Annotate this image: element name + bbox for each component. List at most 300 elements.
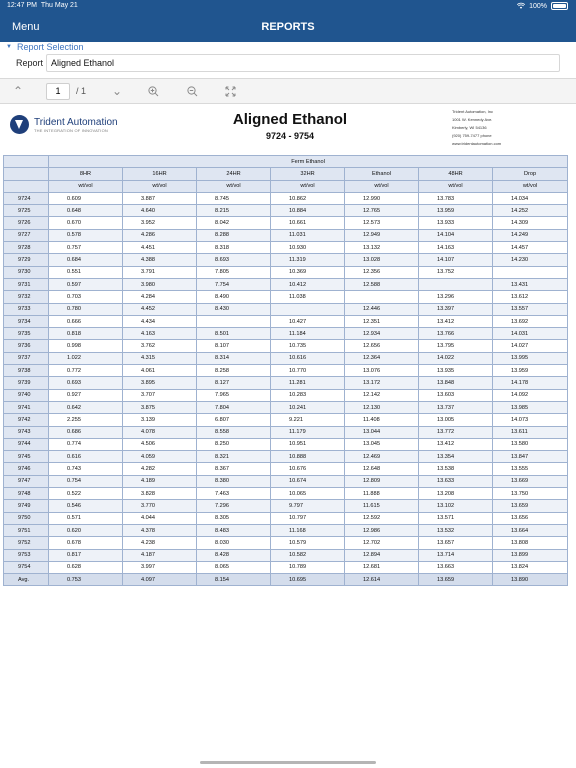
column-unit: wt/vol <box>493 180 568 192</box>
value-cell: 7.805 <box>197 266 271 278</box>
value-cell: 14.163 <box>419 242 493 254</box>
value-cell: 3.139 <box>123 414 197 426</box>
table-row <box>4 377 568 389</box>
value-cell: 13.656 <box>493 512 568 524</box>
value-cell: 8.314 <box>197 352 271 364</box>
value-cell: 3.707 <box>123 389 197 401</box>
value-cell: 13.538 <box>419 463 493 475</box>
report-document <box>0 105 576 705</box>
value-cell: 11.031 <box>271 229 345 241</box>
value-cell: 12.656 <box>345 340 419 352</box>
value-cell: 12.648 <box>345 463 419 475</box>
table-row <box>4 488 568 500</box>
value-cell: 0.772 <box>49 365 123 377</box>
value-cell: 13.431 <box>493 278 568 290</box>
value-cell: 0.927 <box>49 389 123 401</box>
value-cell: 3.762 <box>123 340 197 352</box>
value-cell: 0.757 <box>49 242 123 254</box>
value-cell: 0.642 <box>49 401 123 413</box>
row-id-cell: 9727 <box>4 229 49 241</box>
value-cell <box>197 315 271 327</box>
value-cell: 4.315 <box>123 352 197 364</box>
home-indicator[interactable] <box>200 761 376 764</box>
page-count: / 1 <box>76 86 87 96</box>
row-id-cell: 9751 <box>4 524 49 536</box>
value-cell: 3.980 <box>123 278 197 290</box>
value-cell: 12.573 <box>345 217 419 229</box>
value-cell: 13.532 <box>419 524 493 536</box>
column-unit: wt/vol <box>271 180 345 192</box>
value-cell: 12.130 <box>345 401 419 413</box>
value-cell: 4.378 <box>123 524 197 536</box>
column-unit: wt/vol <box>49 180 123 192</box>
value-cell: 3.952 <box>123 217 197 229</box>
table-row <box>4 205 568 217</box>
value-cell: 13.772 <box>419 426 493 438</box>
value-cell: 14.230 <box>493 254 568 266</box>
column-header: Ethanol <box>345 168 419 180</box>
value-cell: 12.364 <box>345 352 419 364</box>
row-id-cell: 9730 <box>4 266 49 278</box>
value-cell: 8.483 <box>197 524 271 536</box>
unit-row <box>4 180 568 192</box>
value-cell: 13.752 <box>419 266 493 278</box>
value-cell: 2.255 <box>49 414 123 426</box>
value-cell: 3.875 <box>123 401 197 413</box>
value-cell: 10.789 <box>271 561 345 573</box>
row-id-cell: 9731 <box>4 278 49 290</box>
value-cell <box>493 266 568 278</box>
value-cell: 4.187 <box>123 549 197 561</box>
address-line: Trident Automation, Inc <box>452 109 493 114</box>
value-cell: 13.935 <box>419 365 493 377</box>
value-cell: 10.735 <box>271 340 345 352</box>
zoom-out-icon[interactable] <box>187 86 198 97</box>
value-cell: 7.296 <box>197 500 271 512</box>
value-cell: 10.616 <box>271 352 345 364</box>
value-cell: 13.847 <box>493 451 568 463</box>
value-cell: 8.127 <box>197 377 271 389</box>
column-header: 32HR <box>271 168 345 180</box>
value-cell: 4.451 <box>123 242 197 254</box>
row-id-cell: 9726 <box>4 217 49 229</box>
page-title: REPORTS <box>261 21 315 33</box>
value-cell: 10.951 <box>271 438 345 450</box>
value-cell: 8.380 <box>197 475 271 487</box>
value-cell <box>419 278 493 290</box>
row-id-cell: 9732 <box>4 291 49 303</box>
row-id-cell: 9728 <box>4 242 49 254</box>
ethanol-table <box>3 155 568 586</box>
value-cell: 14.027 <box>493 340 568 352</box>
value-cell: 4.097 <box>123 574 197 586</box>
group-header-row <box>4 156 568 168</box>
battery-icon <box>551 2 568 10</box>
value-cell: 4.238 <box>123 537 197 549</box>
value-cell: 8.693 <box>197 254 271 266</box>
company-brand <box>10 115 118 134</box>
value-cell: 4.044 <box>123 512 197 524</box>
value-cell: 9.221 <box>271 414 345 426</box>
value-cell: 0.551 <box>49 266 123 278</box>
table-row <box>4 278 568 290</box>
value-cell: 14.104 <box>419 229 493 241</box>
table-row <box>4 475 568 487</box>
value-cell: 12.809 <box>345 475 419 487</box>
value-cell: 14.249 <box>493 229 568 241</box>
table-row <box>4 426 568 438</box>
value-cell: 14.092 <box>493 389 568 401</box>
row-id-cell: 9733 <box>4 303 49 315</box>
column-header: Drop <box>493 168 568 180</box>
table-row <box>4 328 568 340</box>
row-id-cell: 9736 <box>4 340 49 352</box>
value-cell: 11.408 <box>345 414 419 426</box>
value-cell: 12.765 <box>345 205 419 217</box>
value-cell: 13.750 <box>493 488 568 500</box>
value-cell: 6.807 <box>197 414 271 426</box>
value-cell: 0.684 <box>49 254 123 266</box>
value-cell: 11.179 <box>271 426 345 438</box>
value-cell: 0.693 <box>49 377 123 389</box>
value-cell: 8.258 <box>197 365 271 377</box>
value-cell: 10.888 <box>271 451 345 463</box>
row-id-cell: 9738 <box>4 365 49 377</box>
value-cell: 4.452 <box>123 303 197 315</box>
chevron-up-icon[interactable]: ⌃ <box>13 84 24 98</box>
page-number-field[interactable]: 1 <box>46 83 70 100</box>
value-cell: 13.603 <box>419 389 493 401</box>
value-cell: 13.580 <box>493 438 568 450</box>
table-row <box>4 365 568 377</box>
table-row <box>4 438 568 450</box>
fit-to-page-icon[interactable] <box>225 86 236 97</box>
value-cell: 13.633 <box>419 475 493 487</box>
table-row <box>4 229 568 241</box>
table-row <box>4 242 568 254</box>
row-id-cell: 9749 <box>4 500 49 512</box>
company-name: Trident Automation <box>34 116 118 128</box>
navigation-bar <box>0 0 576 42</box>
value-cell: 13.557 <box>493 303 568 315</box>
value-cell <box>345 291 419 303</box>
value-cell: 3.791 <box>123 266 197 278</box>
row-id-cell: 9753 <box>4 549 49 561</box>
status-date: Thu May 21 <box>40 2 78 9</box>
value-cell: 13.783 <box>419 192 493 204</box>
value-cell: 8.490 <box>197 291 271 303</box>
value-cell: 7.463 <box>197 488 271 500</box>
table-row <box>4 352 568 364</box>
table-row <box>4 217 568 229</box>
value-cell: 10.412 <box>271 278 345 290</box>
value-cell: 4.388 <box>123 254 197 266</box>
row-id-cell: 9741 <box>4 401 49 413</box>
value-cell: 0.648 <box>49 205 123 217</box>
value-cell: 10.579 <box>271 537 345 549</box>
value-cell: 10.065 <box>271 488 345 500</box>
value-cell: 13.076 <box>345 365 419 377</box>
value-cell: 14.252 <box>493 205 568 217</box>
column-unit: wt/vol <box>123 180 197 192</box>
value-cell: 7.804 <box>197 401 271 413</box>
corner-cell <box>4 180 49 192</box>
row-id-cell: 9744 <box>4 438 49 450</box>
value-cell: 12.949 <box>345 229 419 241</box>
value-cell: 10.770 <box>271 365 345 377</box>
value-cell: 13.044 <box>345 426 419 438</box>
value-cell: 10.661 <box>271 217 345 229</box>
value-cell: 11.615 <box>345 500 419 512</box>
value-cell: 10.283 <box>271 389 345 401</box>
value-cell: 13.714 <box>419 549 493 561</box>
average-row <box>4 574 568 586</box>
value-cell: 13.795 <box>419 340 493 352</box>
value-cell: 7.965 <box>197 389 271 401</box>
value-cell: 13.995 <box>493 352 568 364</box>
zoom-in-icon[interactable] <box>148 86 159 97</box>
value-cell: 12.469 <box>345 451 419 463</box>
value-cell: 13.890 <box>493 574 568 586</box>
status-right <box>517 2 568 10</box>
row-id-cell: 9740 <box>4 389 49 401</box>
value-cell: 8.318 <box>197 242 271 254</box>
value-cell: 13.848 <box>419 377 493 389</box>
report-field[interactable]: Aligned Ethanol <box>46 54 560 72</box>
value-cell: 13.933 <box>419 217 493 229</box>
corner-cell <box>4 168 49 180</box>
table-row <box>4 463 568 475</box>
value-cell: 13.571 <box>419 512 493 524</box>
menu-button[interactable]: Menu <box>12 21 40 33</box>
value-cell: 4.284 <box>123 291 197 303</box>
value-cell: 8.321 <box>197 451 271 463</box>
table-row <box>4 414 568 426</box>
value-cell: 13.664 <box>493 524 568 536</box>
value-cell: 14.073 <box>493 414 568 426</box>
row-id-cell: 9752 <box>4 537 49 549</box>
value-cell: 0.780 <box>49 303 123 315</box>
value-cell: 0.546 <box>49 500 123 512</box>
value-cell: 8.154 <box>197 574 271 586</box>
value-cell: 11.168 <box>271 524 345 536</box>
value-cell: 13.412 <box>419 438 493 450</box>
value-cell: 10.427 <box>271 315 345 327</box>
row-id-cell: 9737 <box>4 352 49 364</box>
address-line: Kimberly, WI 54136 <box>452 125 487 130</box>
value-cell: 10.884 <box>271 205 345 217</box>
value-cell: 8.107 <box>197 340 271 352</box>
report-selection-panel <box>0 42 576 76</box>
value-cell: 11.038 <box>271 291 345 303</box>
value-cell: 0.666 <box>49 315 123 327</box>
table-row <box>4 192 568 204</box>
value-cell: 10.930 <box>271 242 345 254</box>
value-cell: 8.250 <box>197 438 271 450</box>
table-body <box>4 192 568 586</box>
value-cell: 13.102 <box>419 500 493 512</box>
row-id-cell: 9754 <box>4 561 49 573</box>
table-row <box>4 340 568 352</box>
value-cell: 13.824 <box>493 561 568 573</box>
value-cell: 8.428 <box>197 549 271 561</box>
value-cell: 10.241 <box>271 401 345 413</box>
value-cell: 0.620 <box>49 524 123 536</box>
value-cell: 8.030 <box>197 537 271 549</box>
value-cell: 4.640 <box>123 205 197 217</box>
status-time-date <box>7 2 78 9</box>
value-cell: 13.766 <box>419 328 493 340</box>
value-cell: 4.078 <box>123 426 197 438</box>
row-id-cell: 9750 <box>4 512 49 524</box>
value-cell: 12.356 <box>345 266 419 278</box>
value-cell: 13.959 <box>419 205 493 217</box>
value-cell: 8.367 <box>197 463 271 475</box>
value-cell: 0.597 <box>49 278 123 290</box>
value-cell: 0.678 <box>49 537 123 549</box>
value-cell: 13.663 <box>419 561 493 573</box>
table-row <box>4 500 568 512</box>
value-cell: 13.959 <box>493 365 568 377</box>
value-cell: 13.657 <box>419 537 493 549</box>
value-cell: 12.702 <box>345 537 419 549</box>
value-cell: 13.397 <box>419 303 493 315</box>
row-id-cell: 9734 <box>4 315 49 327</box>
value-cell: 12.894 <box>345 549 419 561</box>
value-cell: 8.065 <box>197 561 271 573</box>
value-cell: 4.189 <box>123 475 197 487</box>
column-unit: wt/vol <box>345 180 419 192</box>
footer-area <box>0 705 576 768</box>
value-cell: 13.899 <box>493 549 568 561</box>
value-cell: 0.616 <box>49 451 123 463</box>
value-cell: 14.022 <box>419 352 493 364</box>
table-row <box>4 401 568 413</box>
value-cell: 8.745 <box>197 192 271 204</box>
column-header: 24HR <box>197 168 271 180</box>
chevron-down-icon[interactable]: ⌄ <box>112 84 123 98</box>
value-cell: 14.034 <box>493 192 568 204</box>
value-cell: 10.369 <box>271 266 345 278</box>
value-cell: 0.998 <box>49 340 123 352</box>
value-cell: 13.612 <box>493 291 568 303</box>
value-cell: 0.817 <box>49 549 123 561</box>
value-cell: 13.412 <box>419 315 493 327</box>
report-selection-header: Report Selection <box>16 42 84 52</box>
report-selection-toggle[interactable] <box>6 42 84 52</box>
value-cell: 0.670 <box>49 217 123 229</box>
value-cell: 13.132 <box>345 242 419 254</box>
value-cell: 8.558 <box>197 426 271 438</box>
column-unit: wt/vol <box>197 180 271 192</box>
value-cell: 0.703 <box>49 291 123 303</box>
value-cell: 14.309 <box>493 217 568 229</box>
row-id-cell: 9748 <box>4 488 49 500</box>
value-cell: 13.737 <box>419 401 493 413</box>
table-row <box>4 512 568 524</box>
value-cell: 8.501 <box>197 328 271 340</box>
value-cell: 12.614 <box>345 574 419 586</box>
value-cell: 13.354 <box>419 451 493 463</box>
column-header: 16HR <box>123 168 197 180</box>
address-line: (920) 759-7477 phone <box>452 133 492 138</box>
column-unit: wt/vol <box>419 180 493 192</box>
value-cell: 13.808 <box>493 537 568 549</box>
value-cell: 12.934 <box>345 328 419 340</box>
value-cell: 12.351 <box>345 315 419 327</box>
company-address <box>452 108 501 148</box>
value-cell: 12.588 <box>345 278 419 290</box>
table-row <box>4 389 568 401</box>
column-header: 48HR <box>419 168 493 180</box>
value-cell: 7.754 <box>197 278 271 290</box>
table-row <box>4 561 568 573</box>
address-line: www.tridentautomation.com <box>452 141 502 146</box>
value-cell: 14.178 <box>493 377 568 389</box>
value-cell: 0.754 <box>49 475 123 487</box>
value-cell: 11.888 <box>345 488 419 500</box>
value-cell: 12.142 <box>345 389 419 401</box>
table-row <box>4 254 568 266</box>
value-cell: 8.305 <box>197 512 271 524</box>
row-id-cell: 9743 <box>4 426 49 438</box>
value-cell: 9.797 <box>271 500 345 512</box>
value-cell: 0.743 <box>49 463 123 475</box>
value-cell: 3.887 <box>123 192 197 204</box>
column-header-row <box>4 168 568 180</box>
row-id-cell: 9724 <box>4 192 49 204</box>
disclosure-triangle-icon: ▼ <box>6 44 12 50</box>
table-row <box>4 266 568 278</box>
value-cell: 0.578 <box>49 229 123 241</box>
value-cell: 14.457 <box>493 242 568 254</box>
table-row <box>4 524 568 536</box>
table-row <box>4 303 568 315</box>
value-cell: 4.163 <box>123 328 197 340</box>
value-cell: 0.753 <box>49 574 123 586</box>
row-id-cell: 9725 <box>4 205 49 217</box>
value-cell: 13.659 <box>493 500 568 512</box>
value-cell: 4.282 <box>123 463 197 475</box>
row-id-cell: 9745 <box>4 451 49 463</box>
table-row <box>4 549 568 561</box>
value-cell: 4.059 <box>123 451 197 463</box>
row-id-cell: 9735 <box>4 328 49 340</box>
row-id-cell: 9746 <box>4 463 49 475</box>
value-cell: 0.609 <box>49 192 123 204</box>
company-tagline: THE INTEGRATION OF INNOVATION <box>34 127 109 133</box>
report-title: Aligned Ethanol <box>232 111 348 128</box>
value-cell: 12.446 <box>345 303 419 315</box>
column-header: 8HR <box>49 168 123 180</box>
value-cell: 3.828 <box>123 488 197 500</box>
value-cell: 0.522 <box>49 488 123 500</box>
value-cell: 12.990 <box>345 192 419 204</box>
table-row <box>4 537 568 549</box>
value-cell: 0.686 <box>49 426 123 438</box>
value-cell: 8.042 <box>197 217 271 229</box>
value-cell: 13.028 <box>345 254 419 266</box>
value-cell: 0.818 <box>49 328 123 340</box>
wifi-icon <box>517 2 525 10</box>
report-subtitle: 9724 - 9754 <box>265 131 315 141</box>
value-cell: 10.674 <box>271 475 345 487</box>
status-time: 12:47 PM <box>7 2 37 9</box>
value-cell: 13.296 <box>419 291 493 303</box>
value-cell: 13.555 <box>493 463 568 475</box>
value-cell: 13.208 <box>419 488 493 500</box>
value-cell: 0.774 <box>49 438 123 450</box>
